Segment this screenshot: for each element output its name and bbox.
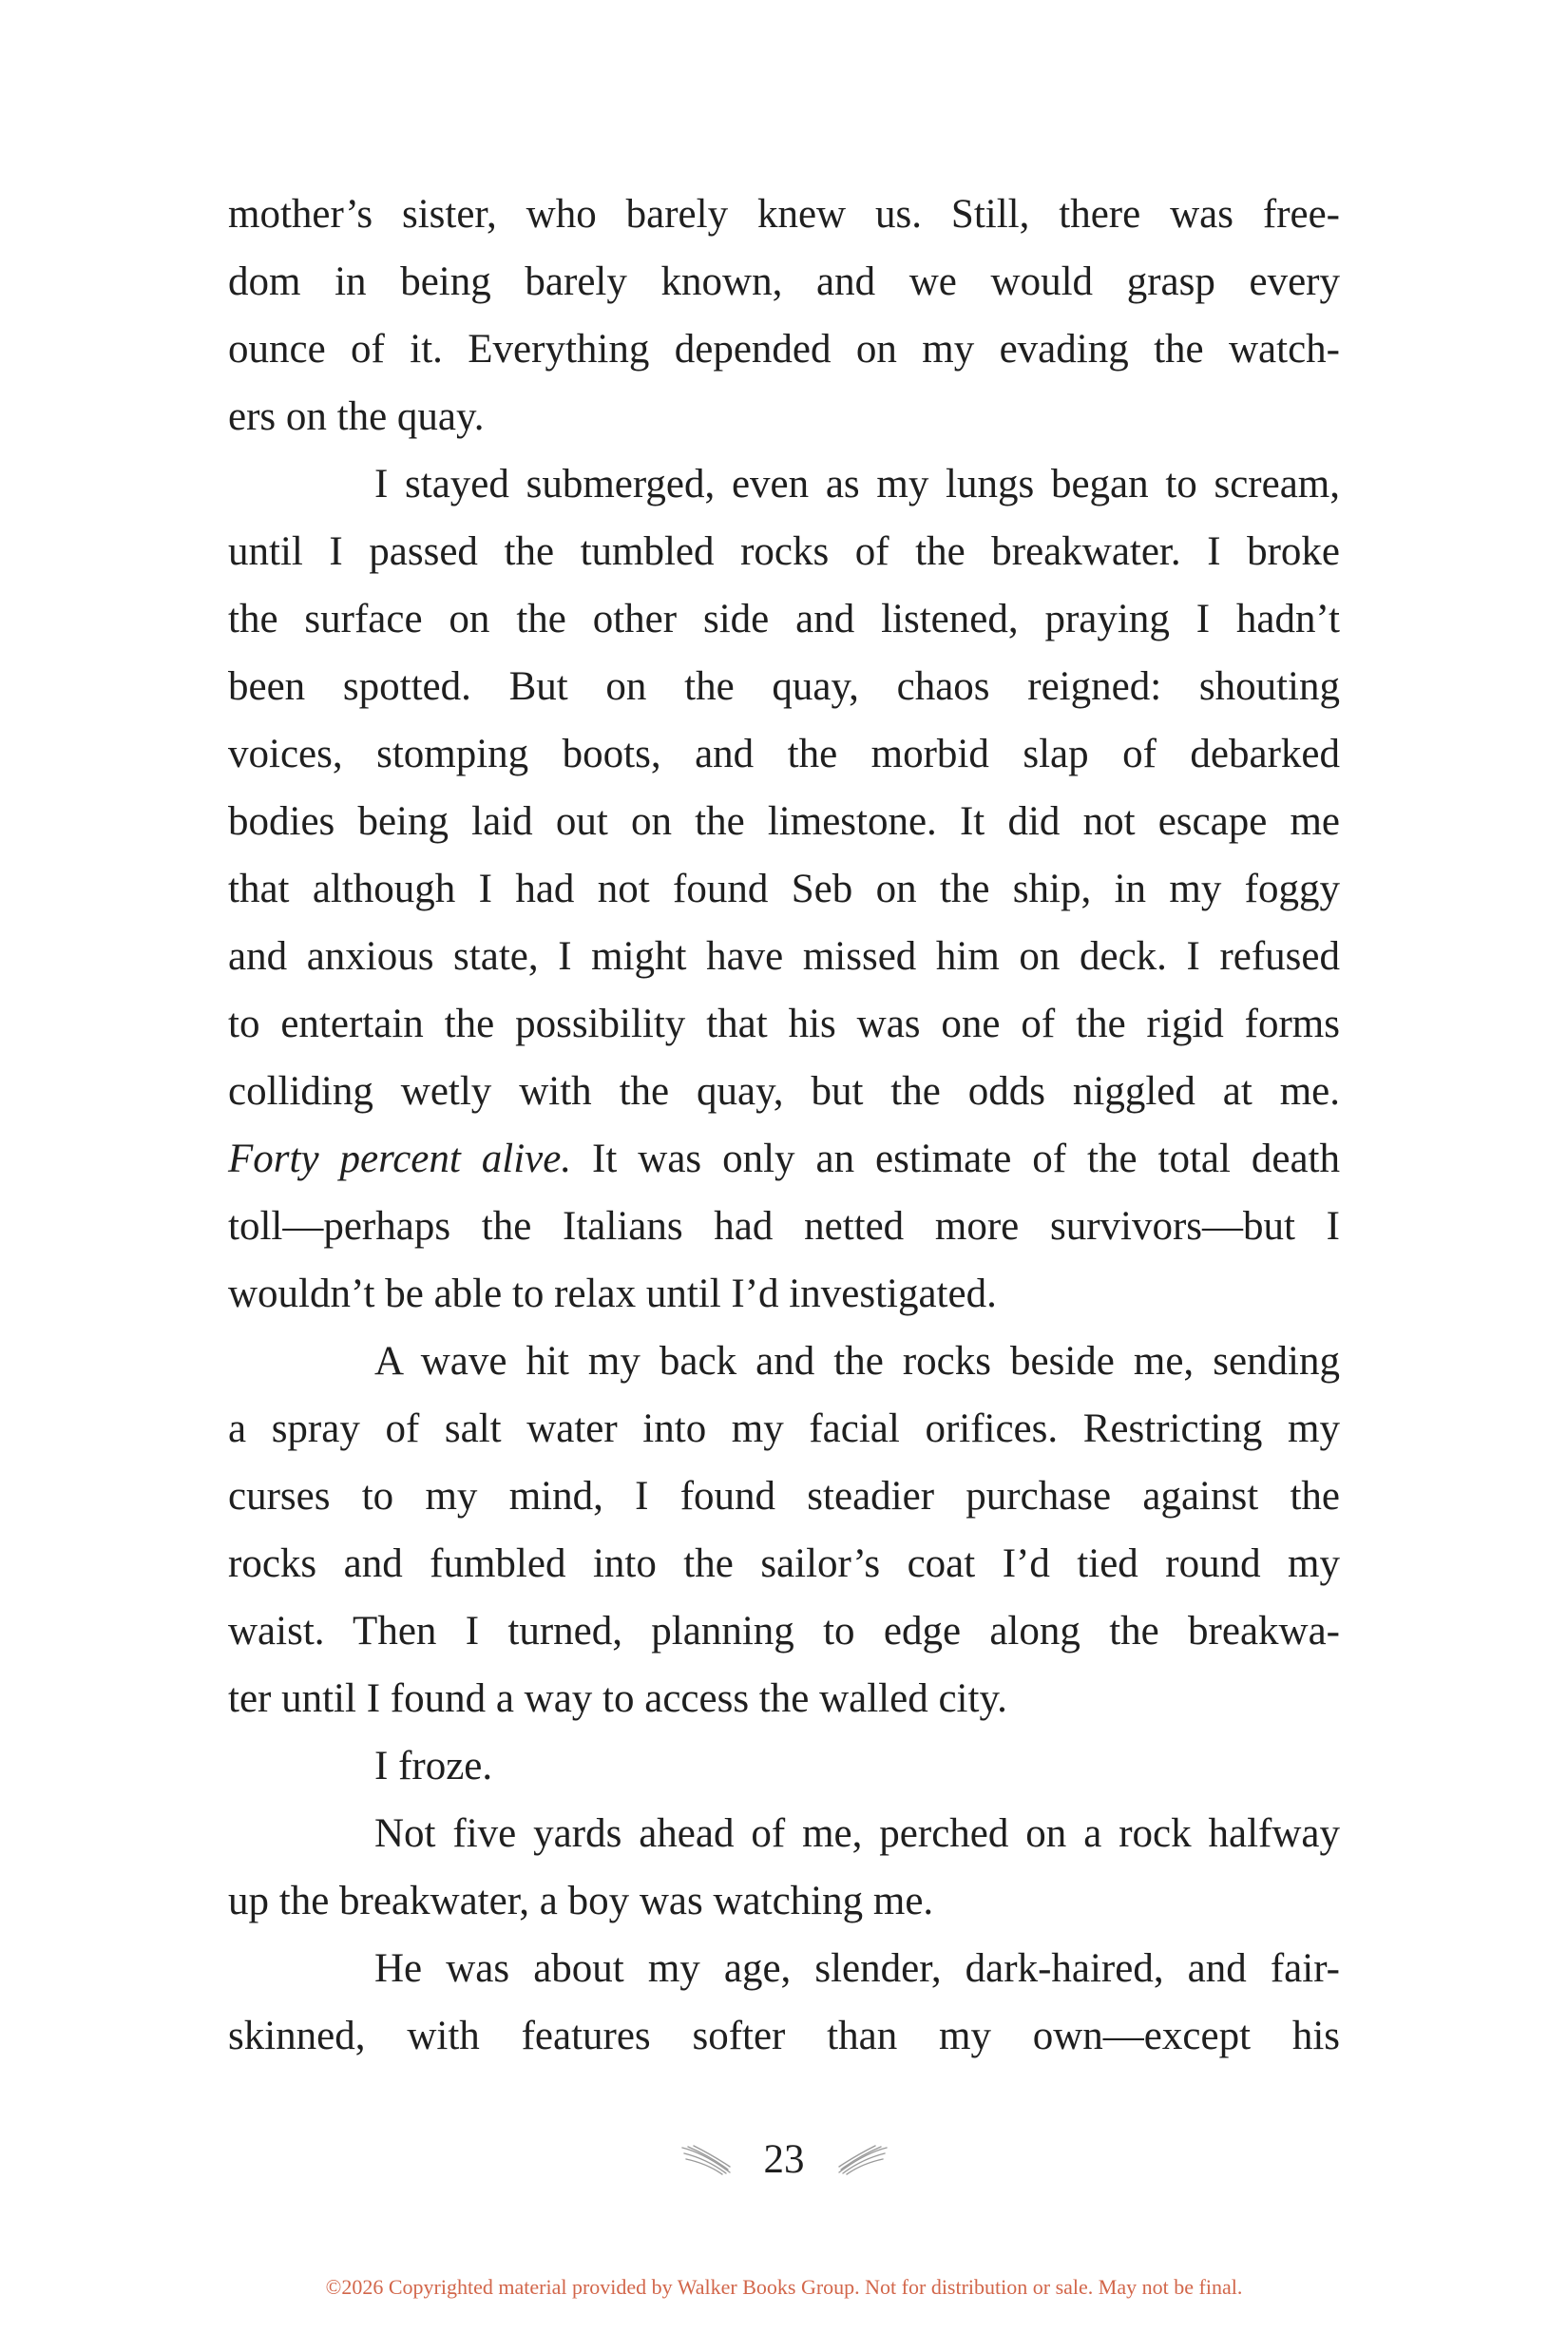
- feather-flourish-left-icon: [680, 2144, 732, 2176]
- text-line: bodies being laid out on the limestone. It did not escape me: [228, 799, 1340, 844]
- text-line: curses to my mind, I found steadier purchase against the: [228, 1474, 1340, 1519]
- page-folio: [0, 2127, 1568, 2193]
- text-line: wouldn’t be able to relax until I’d investigated.: [228, 1272, 997, 1316]
- paragraph-4: [228, 1732, 1340, 1800]
- paragraph-2: [228, 450, 1340, 1328]
- copyright-notice: ©2026 Copyrighted material provided by Walker Books Group. Not for distribution or sale. May not be final.: [325, 2275, 1243, 2299]
- paragraph-5: [228, 1800, 1340, 1935]
- text-line: He was about my age, slender, dark-haired, and fair-: [374, 1946, 1340, 1991]
- text-line: skinned, with features softer than my own—except his: [228, 2014, 1340, 2058]
- paragraph-3: [228, 1328, 1340, 1732]
- paragraph-1: [228, 181, 1340, 450]
- text-line: and anxious state, I might have missed him on deck. I refused: [228, 934, 1340, 979]
- text-line: ounce of it. Everything depended on my evading the watch-: [228, 327, 1340, 372]
- paragraph-6: [228, 1935, 1340, 2070]
- text-line: colliding wetly with the quay, but the odds niggled at me.: [228, 1069, 1340, 1114]
- text-line: mother’s sister, who barely knew us. Still, there was free-: [228, 192, 1340, 237]
- text-line: waist. Then I turned, planning to edge along the breakwa-: [228, 1609, 1340, 1654]
- text-line: ers on the quay.: [228, 394, 485, 439]
- italic-phrase: Forty percent alive.: [228, 1137, 572, 1181]
- text-line: [228, 1125, 1340, 1193]
- text-line: been spotted. But on the quay, chaos reigned: shouting: [228, 664, 1340, 709]
- text-line: Not five yards ahead of me, perched on a rock halfway: [374, 1811, 1340, 1856]
- text-line: toll—perhaps the Italians had netted more survivors—but I: [228, 1204, 1340, 1249]
- text-line: I froze.: [374, 1744, 493, 1788]
- text-line: ter until I found a way to access the walled city.: [228, 1676, 1007, 1721]
- feather-flourish-right-icon: [837, 2144, 889, 2176]
- text-line: the surface on the other side and listened, praying I hadn’t: [228, 597, 1340, 641]
- text-line: rocks and fumbled into the sailor’s coat I’d tied round my: [228, 1541, 1340, 1586]
- text-line: dom in being barely known, and we would grasp every: [228, 259, 1340, 304]
- text-line: to entertain the possibility that his was one of the rigid forms: [228, 1002, 1340, 1046]
- text-line: that although I had not found Seb on the ship, in my foggy: [228, 867, 1340, 911]
- body-text: [228, 181, 1340, 2070]
- text-line: until I passed the tumbled rocks of the breakwater. I broke: [228, 529, 1340, 574]
- text-line: up the breakwater, a boy was watching me.: [228, 1879, 934, 1923]
- page-number: 23: [763, 2137, 805, 2182]
- text-line: A wave hit my back and the rocks beside me, sending: [374, 1339, 1340, 1384]
- text-line: a spray of salt water into my facial orifices. Restricting my: [228, 1406, 1340, 1451]
- text-fragment: It was only an estimate of the total death: [571, 1137, 1340, 1181]
- text-line: voices, stomping boots, and the morbid slap of debarked: [228, 732, 1340, 776]
- text-line: I stayed submerged, even as my lungs began to scream,: [374, 462, 1340, 507]
